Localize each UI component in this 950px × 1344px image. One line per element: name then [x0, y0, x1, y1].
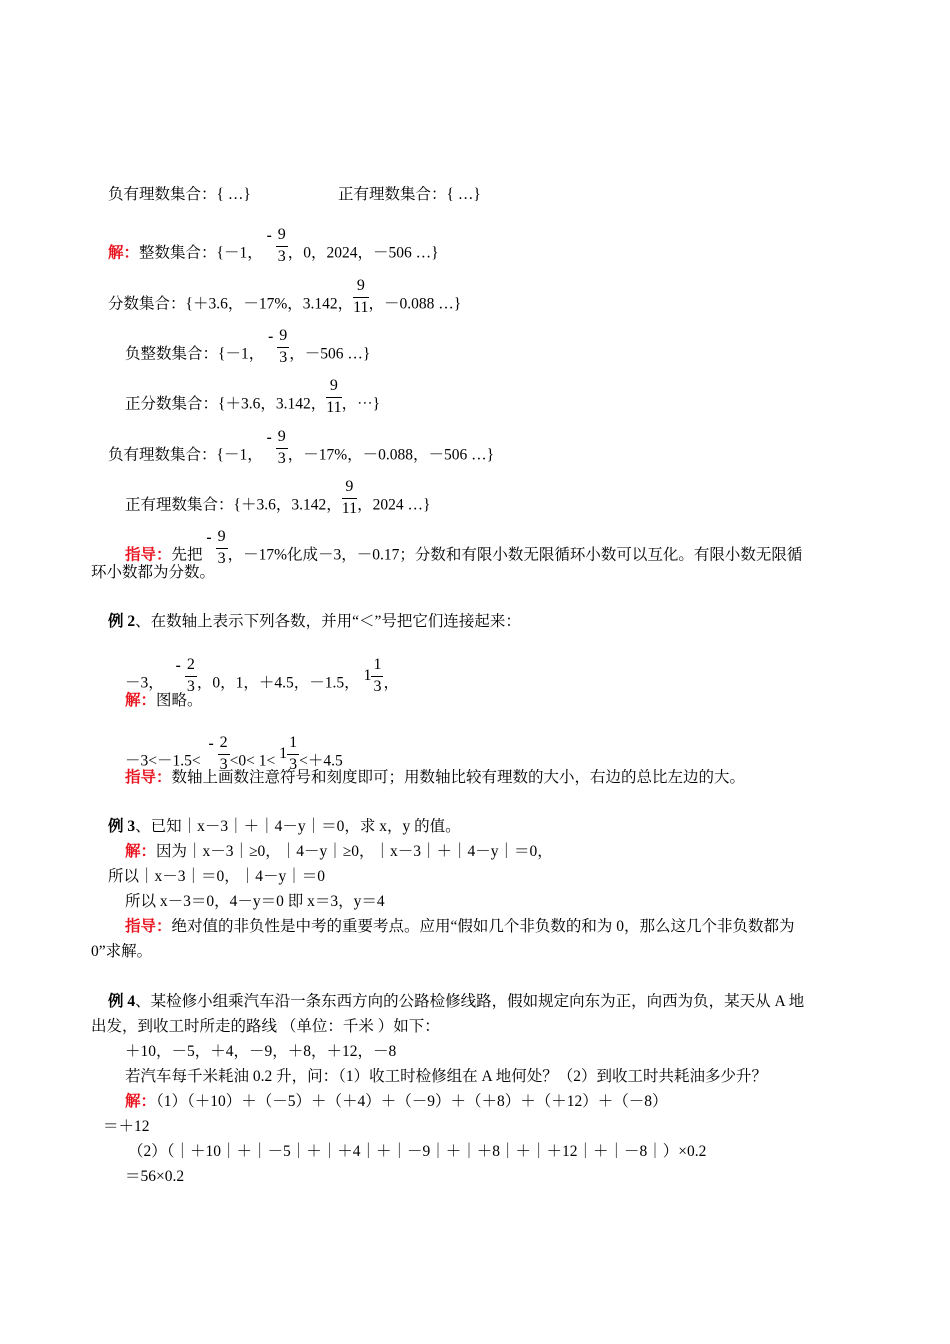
mixed-number-1-1-3: [363, 657, 383, 695]
ex4-sol: （1）（＋10）＋（－5）＋（＋4）＋（－9）＋（＋8）＋（＋12）＋（－8）: [156, 1093, 668, 1110]
fraction-set-b: ，－0.088 …}: [368, 295, 462, 313]
guide-1-continued: 环小数都为分数。: [91, 564, 216, 581]
pos-rational-set-line: [125, 478, 431, 525]
example-3-title: [108, 817, 461, 837]
fraction-9-11: [342, 479, 357, 517]
fraction-2-3: [185, 657, 197, 695]
integer-set-b: ，0，2024，－506 …}: [287, 244, 439, 262]
solution-label: 解：: [108, 244, 140, 262]
example-4-title: [108, 992, 804, 1012]
neg-integer-set-a: 负整数集合：{－1，: [125, 345, 265, 363]
numerator: 1: [371, 657, 383, 677]
example-4-text: 、某检修小组乘汽车沿一条东西方向的公路检修线路，假如规定向东为正，向西为负，某天从 A 地: [135, 993, 805, 1010]
denominator: 3: [186, 678, 195, 695]
example-4-line-2: 出发，到收工时所走的路线 （单位：千米 ）如下：: [91, 1018, 440, 1035]
numerator: 2: [218, 735, 230, 755]
fraction-9-11: [326, 378, 341, 416]
minus-sign: -: [266, 429, 272, 446]
example-4-solution-2: （2）（｜＋10｜＋｜－5｜＋｜＋4｜＋｜－9｜＋｜＋8｜＋｜＋12｜＋｜－8｜）×0.2: [128, 1143, 707, 1160]
ex2-n3: ，: [383, 674, 399, 692]
example-4-question: 若汽车每千米耗油 0.2 升，问：（1）收工时检修组在 A 地何处？（2）到收工时共耗油多少升？: [125, 1068, 767, 1085]
neg-integer-set-b: ，－506 …}: [289, 345, 371, 363]
pos-fraction-set-line: [125, 377, 381, 424]
denominator: 3: [219, 756, 228, 773]
denominator: 3: [373, 678, 382, 695]
denominator: 3: [279, 349, 288, 366]
fraction-9-11: [353, 278, 368, 316]
numerator: 1: [287, 735, 299, 755]
denominator: 11: [341, 500, 358, 517]
fraction-9-3: [216, 529, 228, 567]
ex2-n1: －3，: [125, 674, 164, 692]
example-4-result-1: ＝＋12: [103, 1118, 150, 1135]
pos-rational-set-a: 正有理数集合：{＋3.6，3.142，: [125, 496, 342, 514]
guide-label: 指导：: [125, 769, 172, 786]
neg-integer-set-line: [125, 327, 371, 374]
whole-part: 1: [363, 667, 372, 684]
neg-rational-set-a: 负有理数集合：{－1，: [108, 446, 263, 464]
guide-label: 指导：: [125, 918, 172, 935]
guide-1-b: ，－17%化成－3，－0.17；分数和有限小数无限循环小数可以互化。有限小数无限循: [227, 546, 803, 564]
whole-part: 1: [279, 745, 288, 762]
denominator: 11: [326, 399, 342, 416]
numerator: 9: [326, 378, 341, 398]
solution-label: 解：: [125, 692, 157, 709]
fraction-set-a: 分数集合：{＋3.6，－17%，3.142，: [108, 295, 354, 313]
solution-label: 解：: [125, 843, 157, 860]
example-2-title: [108, 612, 521, 632]
numerator: 2: [185, 657, 197, 677]
fraction-9-3: [276, 429, 288, 467]
ex2-ord-b: <0< 1<: [229, 752, 276, 770]
numerator: 9: [353, 278, 368, 298]
pos-rational-set-b: ，2024 …}: [357, 496, 431, 514]
example-3-solution: [125, 842, 553, 862]
denominator: 3: [277, 248, 286, 265]
denominator: 3: [277, 450, 286, 467]
guide-3-line: [125, 917, 795, 937]
minus-sign: -: [268, 328, 274, 345]
denominator: 11: [353, 299, 369, 316]
minus-sign: -: [175, 657, 181, 674]
minus-sign: -: [206, 529, 212, 546]
guide-3-continued: 0”求解。: [91, 943, 153, 960]
guide-3-text: 绝对值的非负性是中考的重要考点。应用“假如几个非负数的和为 0，那么这几个非负数都为: [171, 918, 795, 935]
denominator: 3: [217, 550, 226, 567]
ex2-n2: ，0，1，＋4.5，－1.5，: [196, 674, 360, 692]
solution-label: 解：: [125, 1093, 157, 1110]
example-2-label: 例 2: [108, 613, 136, 630]
guide-2-line: [125, 768, 745, 788]
example-4-result-2: ＝56×0.2: [125, 1168, 185, 1185]
example-4-label: 例 4: [108, 993, 136, 1010]
guide-2-text: 数轴上画数注意符号和刻度即可；用数轴比较有理数的大小，右边的总比左边的大。: [171, 769, 746, 786]
fraction-1-3: [371, 657, 383, 695]
example-4-routes: ＋10，－5，＋4，－9，＋8，＋12，－8: [125, 1043, 397, 1060]
guide-1-a: 先把: [171, 546, 203, 564]
example-2-text: 、在数轴上表示下列各数，并用“＜”号把它们连接起来：: [135, 613, 521, 630]
numerator: 9: [276, 227, 288, 247]
fraction-set-line: [108, 277, 462, 324]
example-4-solution-1: [125, 1092, 668, 1112]
pos-fraction-set-b: ，⋯}: [341, 395, 381, 413]
neg-rational-set-line: [108, 428, 495, 475]
minus-sign: -: [208, 735, 214, 752]
ex2-ord-c: <＋4.5: [299, 752, 343, 770]
example-3-text: 、已知｜x－3｜＋｜4－y｜＝0，求 x，y 的值。: [135, 818, 461, 835]
example-3-step-2: 所以｜x－3｜＝0，｜4－y｜＝0: [108, 868, 326, 885]
integer-set-line: [108, 226, 439, 273]
ex3-sol: 因为｜x－3｜≥0，｜4－y｜≥0，｜x－3｜＋｜4－y｜＝0，: [156, 843, 553, 860]
minus-sign: -: [266, 227, 272, 244]
fraction-9-3: [277, 328, 289, 366]
pos-rational-set-blank: 正有理数集合：{ …}: [338, 186, 481, 203]
pos-fraction-set-a: 正分数集合：{＋3.6，3.142，: [125, 395, 327, 413]
neg-rational-set-blank: 负有理数集合：{ …}: [108, 186, 251, 203]
numerator: 9: [277, 328, 289, 348]
guide-1-line: [125, 528, 803, 575]
example-2-solution: [125, 691, 203, 711]
example-3-label: 例 3: [108, 818, 136, 835]
guide-label: 指导：: [125, 546, 172, 564]
numerator: 9: [342, 479, 357, 499]
neg-rational-set-b: ，－17%，－0.088，－506 …}: [287, 446, 495, 464]
numerator: 9: [276, 429, 288, 449]
denominator: 3: [289, 756, 298, 773]
ex2-sol: 图略。: [156, 692, 203, 709]
numerator: 9: [216, 529, 228, 549]
example-3-step-3: 所以 x－3＝0，4－y＝0 即 x＝3，y＝4: [125, 893, 385, 910]
integer-set-a: 整数集合：{－1，: [139, 244, 263, 262]
ex2-ord-a: －3<－1.5<: [125, 752, 201, 770]
fraction-9-3: [276, 227, 288, 265]
